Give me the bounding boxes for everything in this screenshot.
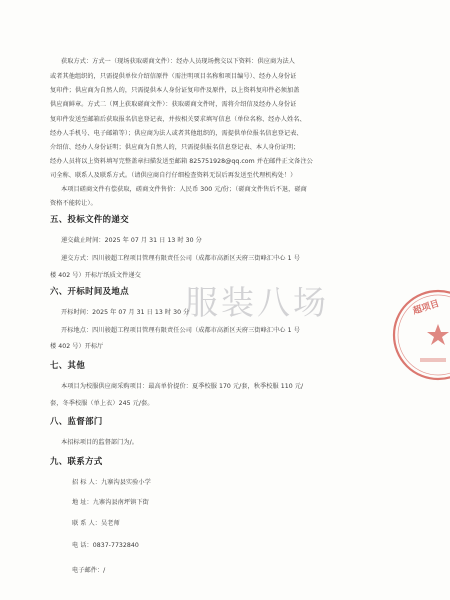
text-line: 套，冬季校服（单上衣）245 元/套。 <box>50 400 154 407</box>
text-line: 经办人手机号、电子邮箱等）；供应商为法人或者其他组织的，需提供单位报名信息登记表、 <box>50 130 303 137</box>
text-line: 司全称、联系人及联系方式。（请供应商自行仔细检查资料无误后再发送至代理机构处！） <box>50 172 297 179</box>
text-line: 介绍信、经办人身份证明；供应商为自然人的，只需提供报名信息登记表、本人身份证明； <box>50 144 300 151</box>
text-line: 或者其他组织的，只需提供单位介绍信原件（需注明项目名称和项目编号）、经办人身份证 <box>50 73 297 80</box>
text-line: 递交方式：四川骏超工程项目管理有限责任公司（成都市高新区天府三街峰汇中心 1 号 <box>61 255 300 262</box>
text-line: 开标地点：四川骏超工程项目管理有限责任公司（成都市高新区天府三街峰汇中心 1 号 <box>61 327 300 334</box>
section-heading: 七、其他 <box>50 360 86 370</box>
text-line: 递交截止时间：2025 年 07 月 31 日 13 时 30 分 <box>61 237 202 244</box>
text-line: 楼 402 号）开标厅 <box>50 343 104 350</box>
text-line: 地 址：九寨沟县南坪镇下街 <box>72 499 149 506</box>
text-line: 经办人员将以上资料填写完整盖章扫描发送至邮箱 825751928@qq.com 并在邮件正文备注公 <box>50 158 313 165</box>
company-seal <box>376 280 450 390</box>
text-line: 获取方式：方式一（现场获取磋商文件）：经办人员现场携交以下资料：供应商为法人 <box>61 58 295 65</box>
watermark: 服装八场 <box>185 283 329 322</box>
text-line: 本招标项目的监督部门为/。 <box>61 439 138 446</box>
section-heading: 九、联系方式 <box>50 456 103 466</box>
text-line: 电子邮件：/ <box>72 567 106 574</box>
seal-text: 超项目 <box>411 298 441 317</box>
text-line: 楼 402 号）开标厅纸质文件递交 <box>50 272 141 279</box>
section-heading: 五、投标文件的递交 <box>50 214 129 224</box>
text-line: 复印件；供应商为自然人的，只需提供本人身份证复印件及原件，以上资料复印件必须加盖 <box>50 87 300 94</box>
section-heading: 六、开标时间及地点 <box>50 286 129 296</box>
text-line: 复印件发送至邮箱后获取报名信息登记表，并按相关要求填写信息（单位名称、经办人姓名、 <box>50 116 306 123</box>
text-line: 本项目为校服供应商采购项目：最高单价提价：夏季校服 170 元/套，秋季校服 110 元/ <box>61 383 304 390</box>
text-line: 招 标 人：九寨沟县实验小学 <box>72 479 151 486</box>
section-heading: 八、监督部门 <box>50 416 103 426</box>
text-line: 资格不能转让）。 <box>50 200 97 207</box>
text-line: 供应商鲜章。方式二（网上获取磋商文件）：获取磋商文件时，需将介绍信及经办人身份证 <box>50 101 297 108</box>
text-line: 本项目磋商文件有偿获取，磋商文件售价：人民币 300 元/份；（磋商文件售后不退，磋商 <box>61 186 307 193</box>
text-line: 电 话：0837-7732840 <box>72 542 139 549</box>
text-line: 联 系 人：吴老师 <box>72 520 120 527</box>
text-line: 开标时间：2025 年 07 月 31 日 13 时 30 分 <box>61 309 190 316</box>
